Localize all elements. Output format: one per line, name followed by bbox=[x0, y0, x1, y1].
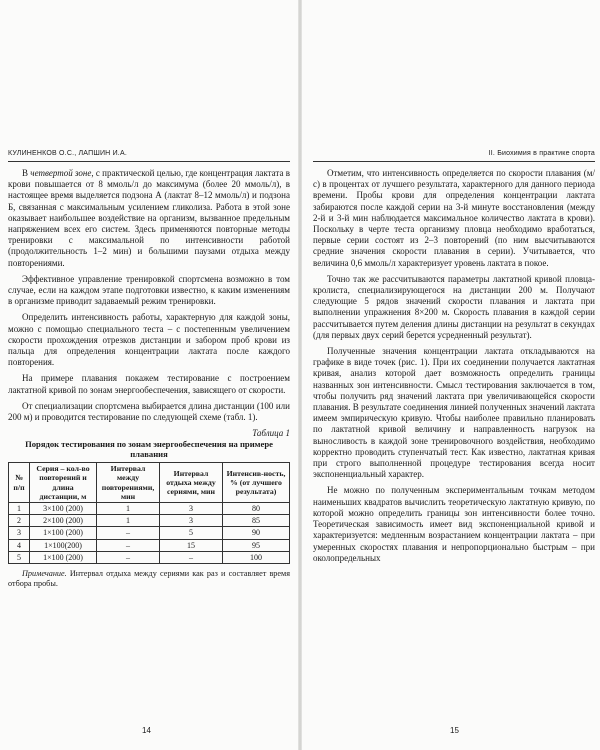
table-cell: 85 bbox=[223, 515, 290, 527]
right-running-head-text: II. Биохимия в практике спорта bbox=[488, 150, 595, 157]
table-cell: 1 bbox=[9, 503, 30, 515]
table-header-row bbox=[9, 463, 290, 503]
table-cell: 2 bbox=[9, 515, 30, 527]
book-gutter bbox=[298, 0, 302, 750]
table-header-cell: Интервал отдыха между сериями, мин bbox=[160, 463, 223, 503]
left-paragraph-4: На примере плавания покажем тестирование с построением лактатной кривой по зонам энергообеспечения, зависящего от скорости. bbox=[8, 373, 290, 395]
table-cell: 15 bbox=[160, 539, 223, 551]
table-row bbox=[9, 527, 290, 539]
table-header-cell: Серия – кол-во повторений и длина дистанции, м bbox=[30, 463, 97, 503]
table-cell: 4 bbox=[9, 539, 30, 551]
paragraph-text: , с практической целью, где концентрация лактата в крови повышается от 8 ммоль/л до максимума (более 20 ммоль/л), в настоящее время выделяется подзона А (лактат 8–12 ммоль/л) и подзона Б, связанная с максимальным усилением гликолиза. Работа в этой зоне оказывает наибольшее воздействие на организм, вызванное предельным напряжением всех его систем. Здесь применяются повторные методы тренировки с максимальной по интенсивности работой (продолжительность 1–2 мин) и большими паузами отдыха между повторениями. bbox=[8, 168, 290, 268]
table-cell: 1×100(200) bbox=[30, 539, 97, 551]
table-header-cell: Интервал между повторениями, мин bbox=[97, 463, 160, 503]
table-cell: 80 bbox=[223, 503, 290, 515]
table-cell: 5 bbox=[9, 551, 30, 563]
table-cell: – bbox=[160, 551, 223, 563]
left-running-head-text: КУЛИНЕНКОВ О.С., ЛАПШИН И.А. bbox=[8, 150, 127, 157]
table-header-cell: № п/п bbox=[9, 463, 30, 503]
left-page bbox=[8, 150, 290, 589]
table-label: Таблица 1 bbox=[252, 428, 290, 439]
right-page-number: 15 bbox=[450, 726, 459, 735]
right-running-head bbox=[313, 150, 595, 162]
table-cell: – bbox=[97, 527, 160, 539]
note-text: Интервал отдыха между сериями как раз и составляет время отбора пробы. bbox=[8, 569, 290, 589]
table-header-cell: Интенсив-ность, % (от лучшего результата) bbox=[223, 463, 290, 503]
right-body-text bbox=[313, 168, 595, 564]
note-lead: Примечание. bbox=[22, 569, 67, 579]
right-paragraph-3: Полученные значения концентрации лактата откладываются на графике в виде точек (рис. 1). При их соединении получается лактатная кривая, анализ которой дает возможность определить границы названных зон интенсивности. Смысл тестирования заключается в том, чтобы получить ряд значений лактата при увеличивающейся скорости плавания. В результате соединения линией полученных значений лактата имеем эмпирическую кривую. Чтобы наиболее правильно планировать по лактатной кривой величину и направленность нагрузок на выносливость в каждой зоне тренировочного воздействия, необходимо корректно проводить ступенчатый тест. Как известно, лактатная кривая при строго выполненной процедуре тестирования всегда носит экспоненциальный характер. bbox=[313, 346, 595, 480]
table-cell: 95 bbox=[223, 539, 290, 551]
table-note bbox=[8, 569, 290, 589]
testing-table bbox=[8, 462, 290, 564]
right-paragraph-2: Точно так же рассчитываются параметры лактатной кривой пловца-кролиста, специализирующегося на дистанции 200 м. Получают следующие 5 рядов значений скорости плавания и лактата при выполнении упражнения 8×200 м. Скорость плавания в каждой серии рассчитывается путем деления длины дистанции на результат в секундах (для первых двух серий берется усредненный результат). bbox=[313, 273, 595, 340]
table-cell: 3 bbox=[9, 527, 30, 539]
right-page bbox=[313, 150, 595, 569]
right-paragraph-1: Отметим, что интенсивность определяется по скорости плавания (м/с) в процентах от лучшего результата, характерного для данного периода времени. Пробы крови для определения концентрации лактата забираются после каждой серии на 3-й минуте восстановления (между 2-й и 3-й мин наблюдается максимальное количество лактата в крови). Поскольку в черте теста организму пловца необходимо вработаться, первые серии состоят из 2–3 повторений (по ним высчитываются средние значения скорости плавания в серии). Учитывается, что величина 0,6 ммоль/л характеризует уровень лактата в покое. bbox=[313, 168, 595, 268]
table-row bbox=[9, 515, 290, 527]
left-body-text bbox=[8, 168, 290, 589]
table-cell: 1 bbox=[97, 503, 160, 515]
table-cell: 3 bbox=[160, 503, 223, 515]
table-title: Порядок тестирования по зонам энергообеспечения на примере плавания bbox=[25, 439, 273, 460]
table-cell: 2×100 (200) bbox=[30, 515, 97, 527]
left-paragraph-3: Определить интенсивность работы, характерную для каждой зоны, можно с помощью специального теста – с постепенным увеличением скорости прохождения отрезков дистанции и забором проб крови из пальца для определения концентрации лактата после каждого повторения. bbox=[8, 312, 290, 368]
table-cell: – bbox=[97, 551, 160, 563]
left-page-number: 14 bbox=[142, 726, 151, 735]
left-paragraph-1 bbox=[8, 168, 290, 269]
left-paragraph-5: От специализации спортсмена выбирается длина дистанции (100 или 200 м) и проводится тестирование по следующей схеме (табл. 1). bbox=[8, 400, 290, 423]
paragraph-text: В bbox=[22, 168, 31, 178]
table-cell: 1×100 (200) bbox=[30, 527, 97, 539]
left-paragraph-2: Эффективное управление тренировкой спортсмена возможно в том случае, если на каждом этапе подготовки известно, к каким изменениям в организме приводит задаваемый режим тренировки. bbox=[8, 273, 290, 307]
table-cell: 1 bbox=[97, 515, 160, 527]
table-cell: 3 bbox=[160, 515, 223, 527]
table-row bbox=[9, 539, 290, 551]
left-running-head bbox=[8, 150, 290, 162]
italic-term: четвертой зоне bbox=[30, 168, 92, 178]
right-paragraph-4: Не можно по полученным экспериментальным точкам методом наименьших квадратов вычислить теоретическую лактатную кривую, по которой можно определить границы зон интенсивности более точно. Теоретическая зависимость имеет вид экспоненциальной кривой и характеризуется: медленным возрастанием концентрации лактата – при умеренных скоростях плавания и непропорционально быстрым – при околопредельных bbox=[313, 485, 595, 563]
table-cell: 100 bbox=[223, 551, 290, 563]
table-cell: 5 bbox=[160, 527, 223, 539]
table-row bbox=[9, 551, 290, 563]
table-row bbox=[9, 503, 290, 515]
table-cell: – bbox=[97, 539, 160, 551]
table-cell: 3×100 (200) bbox=[30, 503, 97, 515]
table-cell: 1×100 (200) bbox=[30, 551, 97, 563]
table-cell: 90 bbox=[223, 527, 290, 539]
